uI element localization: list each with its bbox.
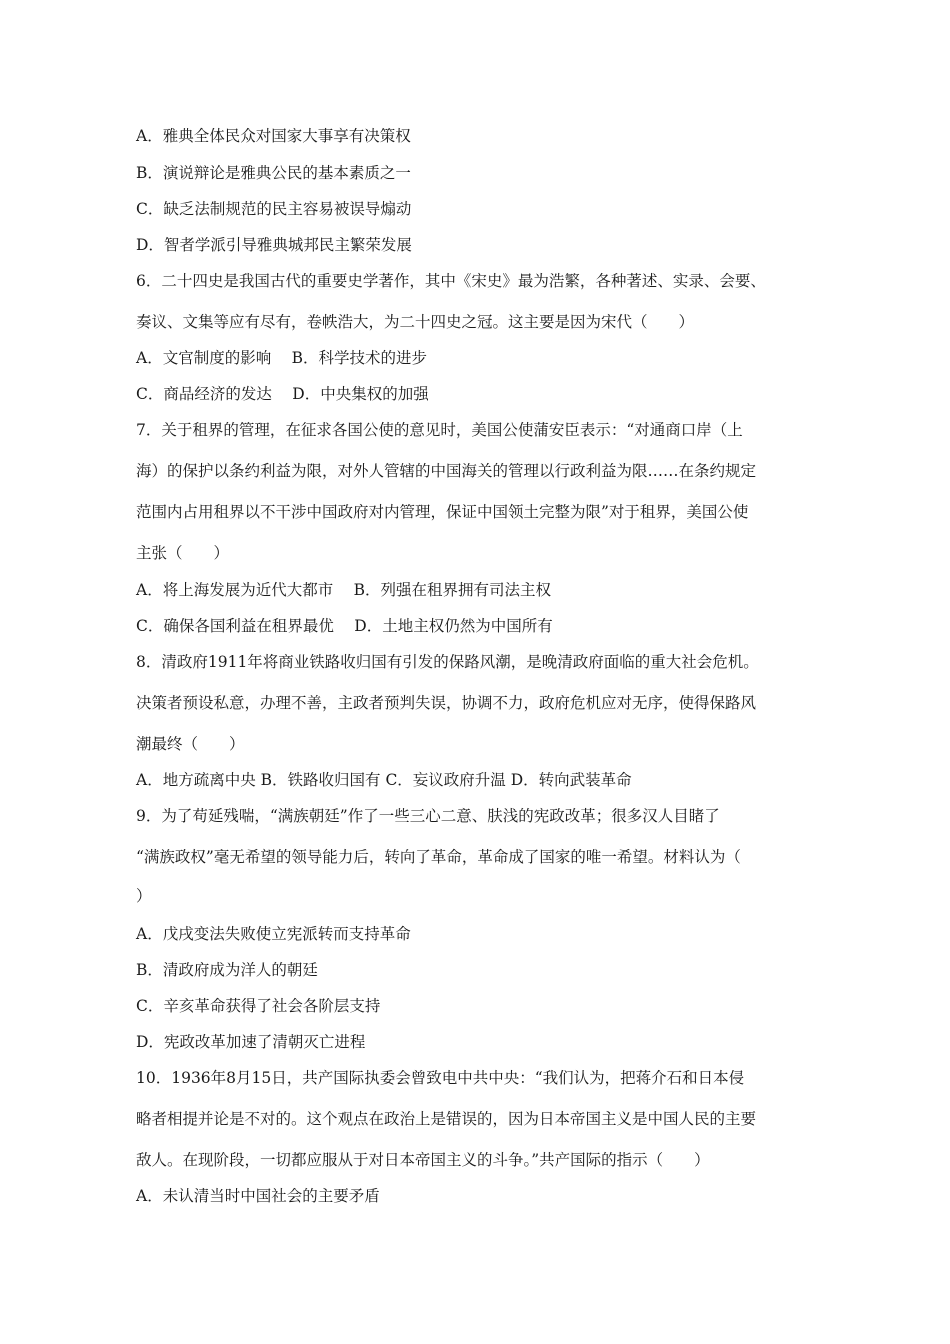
q6-options-cd: C．商品经济的发达 D．中央集权的加强 bbox=[136, 385, 429, 403]
q8-stem-line-3: 潮最终（ ） bbox=[136, 735, 245, 753]
q10-stem-line-1: 10．1936年8月15日，共产国际执委会曾致电中共中央：“我们认为，把蒋介石和日本侵 bbox=[136, 1069, 745, 1087]
q6-stem-line-2: 奏议、文集等应有尽有，卷帙浩大，为二十四史之冠。这主要是因为宋代（ ） bbox=[136, 313, 695, 331]
q5-option-b: B．演说辩论是雅典公民的基本素质之一 bbox=[136, 164, 411, 182]
q8-stem-line-2: 决策者预设私意，办理不善，主政者预判失误，协调不力，政府危机应对无序，使得保路风 bbox=[136, 694, 757, 712]
q7-stem-line-4: 主张（ ） bbox=[136, 544, 230, 562]
q9-option-b: B．清政府成为洋人的朝廷 bbox=[136, 961, 318, 979]
q10-option-a: A．未认清当时中国社会的主要矛盾 bbox=[136, 1187, 380, 1205]
q8-options: A．地方疏离中央 B．铁路收归国有 C．妄议政府升温 D．转向武装革命 bbox=[136, 771, 632, 789]
q8-stem-line-1: 8．清政府1911年将商业铁路收归国有引发的保路风潮，是晚清政府面临的重大社会危机。 bbox=[136, 653, 759, 671]
q5-option-d: D．智者学派引导雅典城邦民主繁荣发展 bbox=[136, 236, 412, 254]
q7-options-cd: C．确保各国利益在租界最优 D．土地主权仍然为中国所有 bbox=[136, 617, 553, 635]
q5-option-c: C．缺乏法制规范的民主容易被误导煽动 bbox=[136, 200, 412, 218]
q9-option-d: D．宪政改革加速了清朝灭亡进程 bbox=[136, 1033, 366, 1051]
q7-stem-line-3: 范围内占用租界以不干涉中国政府对内管理，保证中国领土完整为限”对于租界，美国公使 bbox=[136, 503, 749, 521]
q7-stem-line-1: 7．关于租界的管理，在征求各国公使的意见时，美国公使蒲安臣表示：“对通商口岸（上 bbox=[136, 421, 743, 439]
q6-stem-line-1: 6．二十四史是我国古代的重要史学著作，其中《宋史》最为浩繁，各种著述、实录、会要、 bbox=[136, 272, 766, 290]
q6-options-ab: A．文官制度的影响 B．科学技术的进步 bbox=[136, 349, 428, 367]
q9-stem-line-1: 9．为了苟延残喘，“满族朝廷”作了一些三心二意、肤浅的宪政改革；很多汉人目睹了 bbox=[136, 807, 720, 825]
q9-stem-line-2: “满族政权”毫无希望的领导能力后，转向了革命，革命成了国家的唯一希望。材料认为（ bbox=[136, 848, 741, 866]
q10-stem-line-2: 略者相提并论是不对的。这个观点在政治上是错误的，因为日本帝国主义是中国人民的主要 bbox=[136, 1110, 757, 1128]
q9-stem-line-3: ） bbox=[136, 887, 152, 905]
q7-stem-line-2: 海）的保护以条约利益为限，对外人管辖的中国海关的管理以行政利益为限……在条约规定 bbox=[136, 462, 757, 480]
q7-options-ab: A．将上海发展为近代大都市 B．列强在租界拥有司法主权 bbox=[136, 581, 552, 599]
q9-option-c: C．辛亥革命获得了社会各阶层支持 bbox=[136, 997, 381, 1015]
q9-option-a: A．戊戌变法失败使立宪派转而支持革命 bbox=[136, 925, 411, 943]
q10-stem-line-3: 敌人。在现阶段，一切都应服从于对日本帝国主义的斗争。”共产国际的指示（ ） bbox=[136, 1151, 710, 1169]
q5-option-a: A．雅典全体民众对国家大事享有决策权 bbox=[136, 127, 411, 145]
